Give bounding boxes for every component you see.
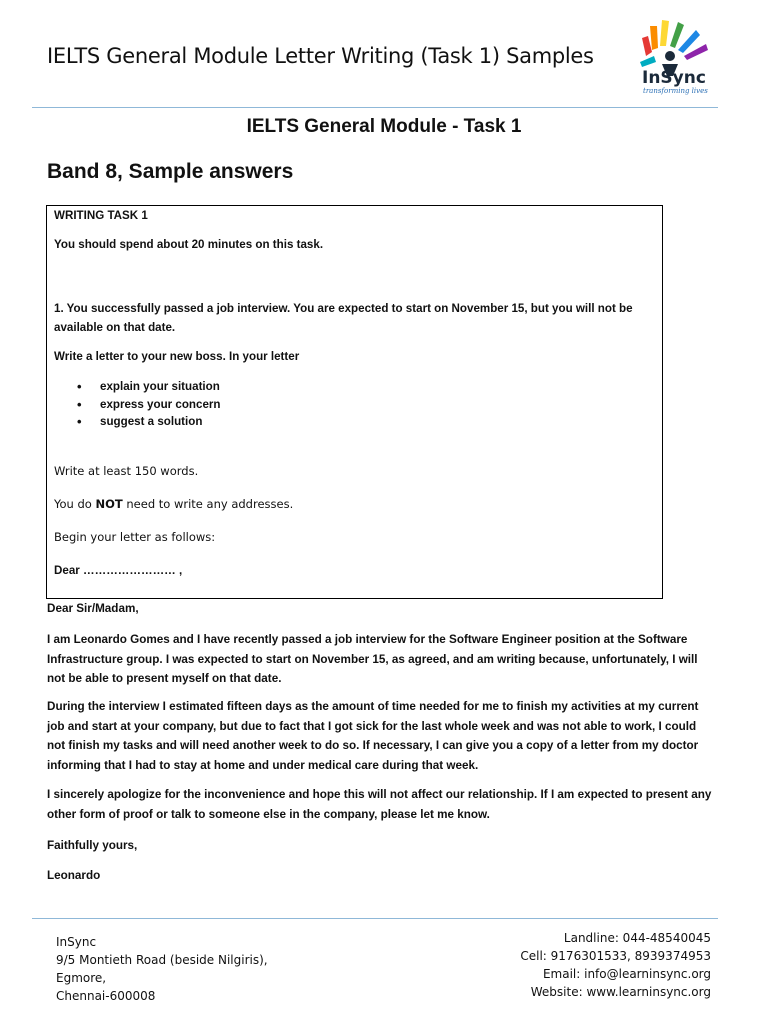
letter-paragraph-2: During the interview I estimated fifteen days as the amount of time needed for me to finish my activities at my current job and start at your company, but due to fact that I got sick for the last whole week and was not able to work, I could not finish my tasks and will need another week to do so. If necessary, I can give you a copy of a letter from my doctor informing that I had to stay at home and under medical care during that week. [47,700,699,772]
task-bullet-list [77,378,221,431]
task-word-count: Write at least 150 words. [54,464,199,478]
address-line: Egmore, [56,971,107,985]
header-divider [32,107,718,108]
letter-greeting: Dear Sir/Madam, [47,602,139,615]
contact-email[interactable]: Email: info@learninsync.org [542,967,711,981]
list-item: • explain your situation [77,378,221,396]
document-title: IELTS General Module - Task 1 [246,116,522,137]
task-heading: WRITING TASK 1 [54,209,148,222]
logo-text: InSync [642,68,706,88]
contact-landline: Landline: 044-48540045 [563,931,711,945]
contact-website[interactable]: Website: www.learninsync.org [530,985,711,999]
letter-paragraph-1: I am Leonardo Gomes and I have recently passed a job interview for the Software Engineer position at the Software Infrastructure group. I was expected to start on November 15, as agreed, and am writing because, unfortunately, I will not be able to present myself on that date. [47,633,698,686]
task-time: You should spend about 20 minutes on this task. [54,238,324,251]
list-item: • express your concern [77,396,221,414]
task-question: 1. You successfully passed a job interview. You are expected to start on November 15, but you will not be available on that date. [54,302,633,334]
address-note-pre: You do [54,497,96,511]
band-title: Band 8, Sample answers [47,160,294,183]
logo-tagline: transforming lives [643,87,708,95]
address-line: Chennai-600008 [56,989,156,1003]
contact-cell: Cell: 9176301533, 8939374953 [520,949,711,963]
footer-contact [520,929,711,1001]
header-title: IELTS General Module Letter Writing (Task 1) Samples [47,44,594,68]
footer-divider [32,918,718,919]
task-begin-note: Begin your letter as follows: [54,530,216,544]
task-dear-line: Dear …………………… , [54,564,183,577]
address-note-bold: NOT [95,497,123,511]
letter-signature: Leonardo [47,869,101,882]
address-line: 9/5 Montieth Road (beside Nilgiris), [56,953,268,967]
address-line: InSync [56,935,97,949]
address-note-post: need to write any addresses. [122,497,294,511]
footer-address [56,933,268,1005]
task-instruction: Write a letter to your new boss. In your letter [54,350,300,363]
letter-paragraph-3: I sincerely apologize for the inconvenience and hope this will not affect our relationship. If I am expected to present any other form of proof or talk to someone else in the company, please let me know. [47,788,712,821]
task-box [46,205,663,599]
letter-closing: Faithfully yours, [47,839,138,852]
list-item: • suggest a solution [77,413,221,431]
task-address-note [54,497,293,511]
